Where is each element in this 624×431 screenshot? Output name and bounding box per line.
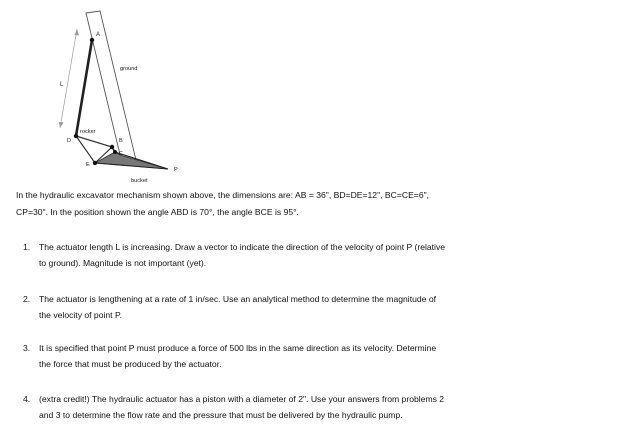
excavator-mechanism-diagram [0,0,300,190]
problem-text [39,239,608,271]
problem-text-line-2: the force that must be produced by the actuator. [39,359,222,369]
problem-item-1 [23,239,608,271]
joint-C [113,150,117,154]
problem-text [39,340,608,372]
problem-item-3 [23,340,608,372]
label-ground: ground [120,66,138,72]
problem-text-line-1: (extra credit!) The hydraulic actuator has a piston with a diameter of 2". Use your answers from problems 2 [39,394,445,404]
dimension-line-L [60,29,77,128]
joint-E [93,161,97,165]
problem-statement-line-1: In the hydraulic excavator mechanism shown above, the dimensions are: AB = 36", BD=DE=12", BC=CE=6", [16,190,430,200]
joint-B [110,145,114,149]
label-E: E [86,162,90,168]
dimension-arrow-top [75,29,80,36]
problem-item-2 [23,291,608,323]
problem-number: 2. [23,294,31,304]
problem-number: 3. [23,343,31,353]
label-C: C [119,151,123,157]
label-D: D [67,138,72,144]
ground-body [86,11,136,163]
actuator-link-AD [76,40,92,136]
problem-text-line-2: and 3 to determine the flow rate and the pressure that must be delivered by the hydraulic pump. [39,410,403,420]
label-B: B [119,138,123,144]
problem-text-line-1: The actuator length L is increasing. Draw a vector to indicate the direction of the velocity of point P (relative [39,242,446,252]
problem-text-line-1: The actuator is lengthening at a rate of 1 in/sec. Use an analytical method to determine the magnitude of [39,294,436,304]
joint-A [90,38,94,42]
joint-D [74,134,78,138]
problem-item-4 [23,391,608,423]
problem-number: 4. [23,394,31,404]
problem-statement-line-2: CP=30". In the position shown the angle ABD is 70°, the angle BCE is 95°. [16,207,299,217]
label-A: A [96,32,101,38]
label-L: L [60,81,64,88]
problem-statement [16,187,608,221]
problem-text-line-2: the velocity of point P. [39,310,122,320]
problem-text-line-1: It is specified that point P must produce a force of 500 lbs in the same direction as its velocity. Determine [39,343,437,353]
problem-text-line-2: to ground). Magnitude is not important (yet). [39,258,207,268]
label-bucket: bucket [131,178,148,184]
label-P: P [174,167,178,173]
problem-number: 1. [23,242,31,252]
problem-text [39,291,608,323]
problem-text [39,391,608,423]
dimension-arrow-bottom [59,122,64,128]
label-rocker: rocker [80,129,96,135]
